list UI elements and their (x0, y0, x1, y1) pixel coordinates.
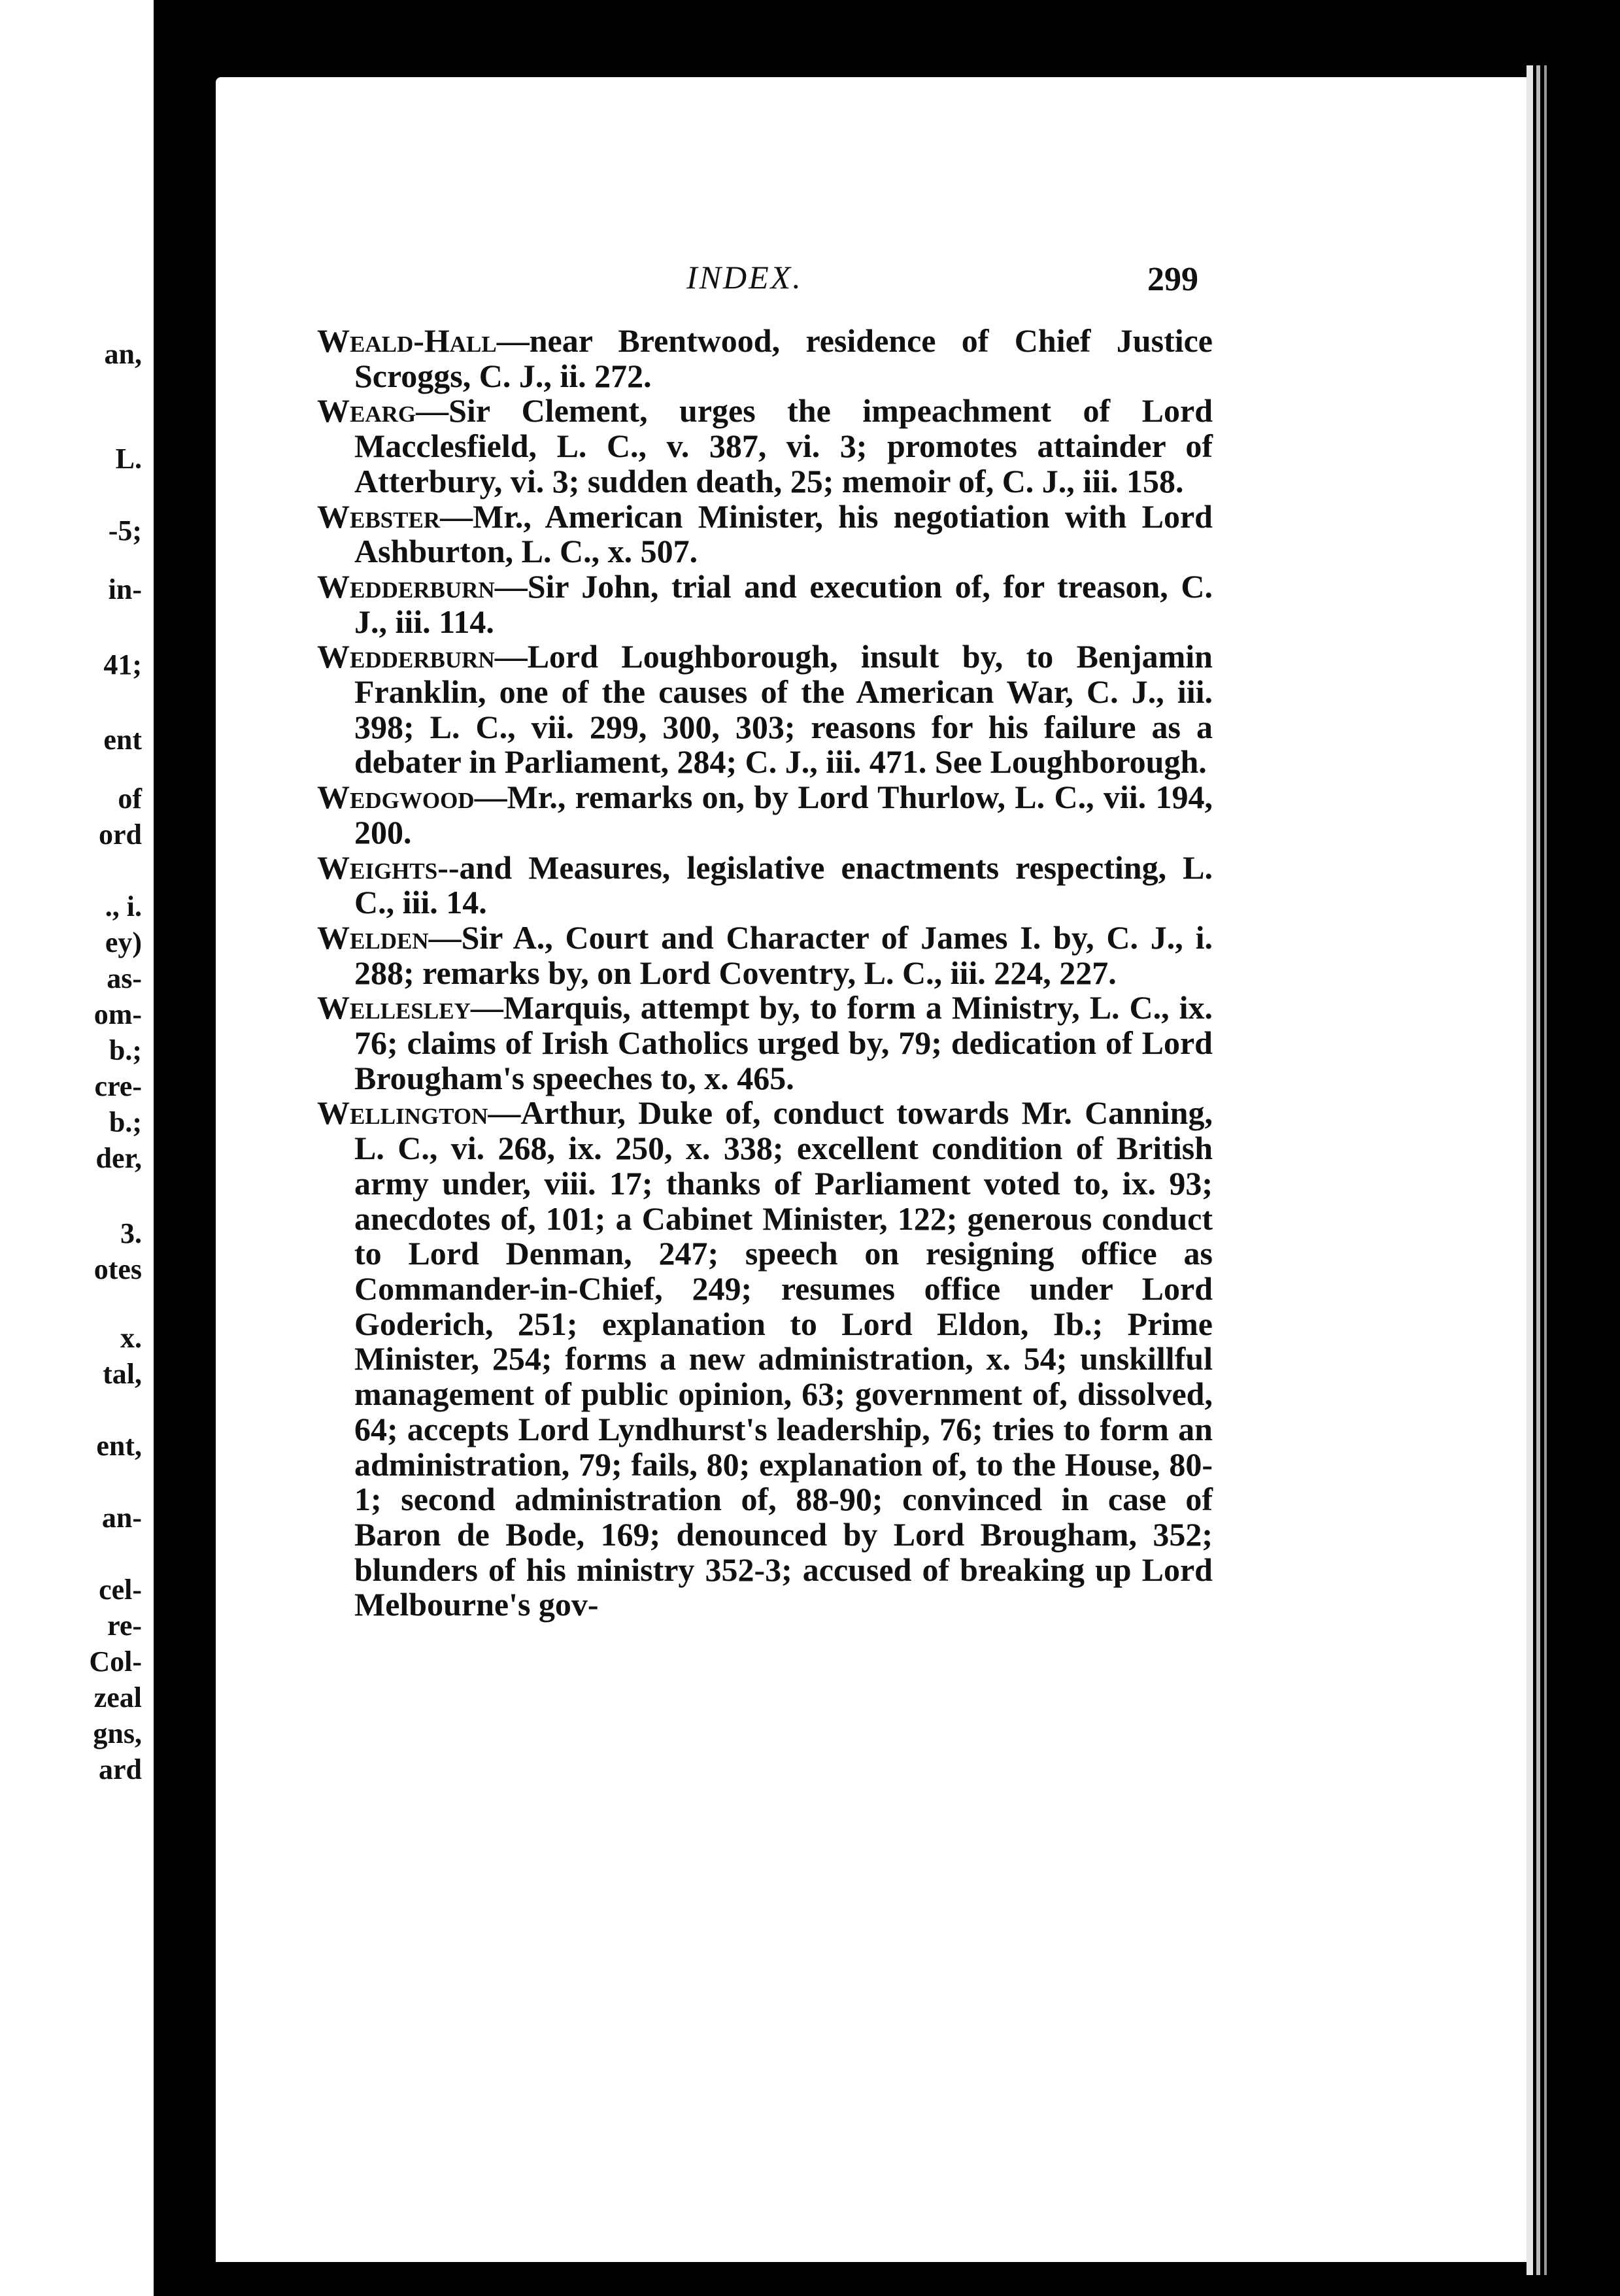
index-entry (317, 920, 1213, 990)
facing-page-fragment: om- (93, 998, 142, 1030)
facing-page-fragment: gns, (93, 1717, 142, 1749)
entry-head: Wedderburn (317, 567, 495, 605)
entry-head: Wearg (317, 392, 416, 430)
index-entry (317, 394, 1213, 499)
entry-head: Wedderburn (317, 638, 495, 675)
index-entry (317, 990, 1213, 1096)
index-entry (317, 1096, 1213, 1623)
entry-head: Weights (317, 849, 438, 886)
entry-text: —Arthur, Duke of, conduct towards Mr. Canning, L. C., vi. 268, ix. 250, x. 338; excellent condition of British army under, viii. 17; thanks of Parliament voted to, ix. 93; anecdotes of, 101; a Cabinet Minister, 122; generous conduct to Lord Denman, 247; speech on resigning office as Commander-in-Chief, 249; resumes office under Lord Goderich, 251; explanation to Lord Eldon, Ib.; Prime Minister, 254; forms a new administration, x. 54; unskillful management of public opinion, 63; government of, dissolved, 64; accepts Lord Lyndhurst's leadership, 76; tries to form an administration, 79; fails, 80; explanation of, to the House, 80-1; second administration of, 88-90; convinced in case of Baron de Bode, 169; denounced by Lord Brougham, 352; blunders of his ministry 352-3; accused of breaking up Lord Melbourne's gov- (354, 1094, 1213, 1623)
index-entry (317, 324, 1213, 394)
facing-page-fragment: ent (103, 724, 142, 756)
entry-head: Weald-Hall (317, 322, 497, 359)
entry-text: —Marquis, attempt by, to form a Ministry, L. C., ix. 76; claims of Irish Catholics urged by, 79; dedication of Lord Brougham's speeches to, x. 465. (354, 989, 1213, 1096)
running-header-title: INDEX. (686, 259, 803, 295)
facing-page-fragment: ord (99, 819, 142, 851)
entry-text: —Sir Clement, urges the impeachment of Lord Macclesfield, L. C., v. 387, vi. 3; promotes attainder of Atterbury, vi. 3; sudden death, 25; memoir of, C. J., iii. 158. (354, 392, 1213, 499)
entry-text: —Sir John, trial and execution of, for treason, C. J., iii. 114. (354, 567, 1213, 640)
facing-page-fragment: ent, (96, 1430, 142, 1462)
facing-page-fragment: 41; (103, 649, 142, 681)
entry-head: Wedgwood (317, 779, 475, 816)
facing-page-fragment: in- (108, 573, 142, 605)
entry-text: —Lord Loughborough, insult by, to Benjamin Franklin, one of the causes of the American War, C. J., iii. 398; L. C., vii. 299, 300, 303; reasons for his failure as a debater in Parliament, 284; C. J., iii. 471. See Loughborough. (354, 638, 1213, 781)
facing-page-fragment: zeal (93, 1681, 142, 1714)
facing-page-fragment: b.; (109, 1034, 142, 1066)
facing-page-fragment: re- (107, 1610, 142, 1642)
index-entry (317, 499, 1213, 569)
entry-head: Wellington (317, 1094, 488, 1132)
index-entry (317, 851, 1213, 920)
facing-page (0, 0, 154, 2296)
entry-text: —Sir A., Court and Character of James I. by, C. J., i. 288; remarks by, on Lord Coventry, L. C., iii. 224, 227. (354, 919, 1213, 991)
facing-page-fragment: as- (107, 962, 142, 994)
index-entry (317, 569, 1213, 639)
facing-page-fragment: b.; (109, 1106, 142, 1138)
index-entry (317, 639, 1213, 780)
facing-page-fragment: cel- (99, 1574, 142, 1606)
entry-text: —Mr., American Minister, his negotiation with Lord Ashburton, L. C., x. 507. (354, 498, 1213, 570)
page-edge (1544, 65, 1547, 2275)
facing-page-fragment: ey) (105, 926, 142, 958)
entry-head: Welden (317, 919, 429, 956)
facing-page-fragment: ard (99, 1753, 142, 1785)
facing-page-fragment: an- (101, 1502, 142, 1534)
facing-page-fragment: x. (120, 1322, 142, 1354)
entry-text: —near Brentwood, residence of Chief Justice Scroggs, C. J., ii. 272. (354, 322, 1213, 394)
facing-page-fragment: L. (115, 443, 142, 475)
page-edge (1527, 65, 1533, 2275)
index-body (317, 324, 1213, 1623)
facing-page-fragment: tal, (103, 1358, 142, 1390)
page-edge (1536, 65, 1540, 2275)
facing-page-fragment: 3. (120, 1217, 142, 1249)
facing-page-fragment: an, (104, 338, 142, 370)
facing-page-fragment: der, (95, 1142, 142, 1174)
facing-page-fragment: Col- (89, 1646, 142, 1678)
entry-head: Wellesley (317, 989, 471, 1026)
facing-page-fragment: of (118, 783, 142, 815)
facing-page-fragment: cre- (94, 1070, 142, 1102)
entry-text: —Mr., remarks on, by Lord Thurlow, L. C., vii. 194, 200. (354, 779, 1213, 851)
facing-page-fragment: ., i. (105, 890, 142, 922)
facing-page-fragment: otes (93, 1253, 142, 1285)
book-gutter (154, 0, 216, 2296)
facing-page-fragment: -5; (108, 515, 142, 547)
entry-text: --and Measures, legislative enactments respecting, L. C., iii. 14. (354, 849, 1213, 921)
page-number: 299 (1147, 261, 1198, 298)
entry-head: Webster (317, 498, 441, 535)
index-entry (317, 780, 1213, 850)
